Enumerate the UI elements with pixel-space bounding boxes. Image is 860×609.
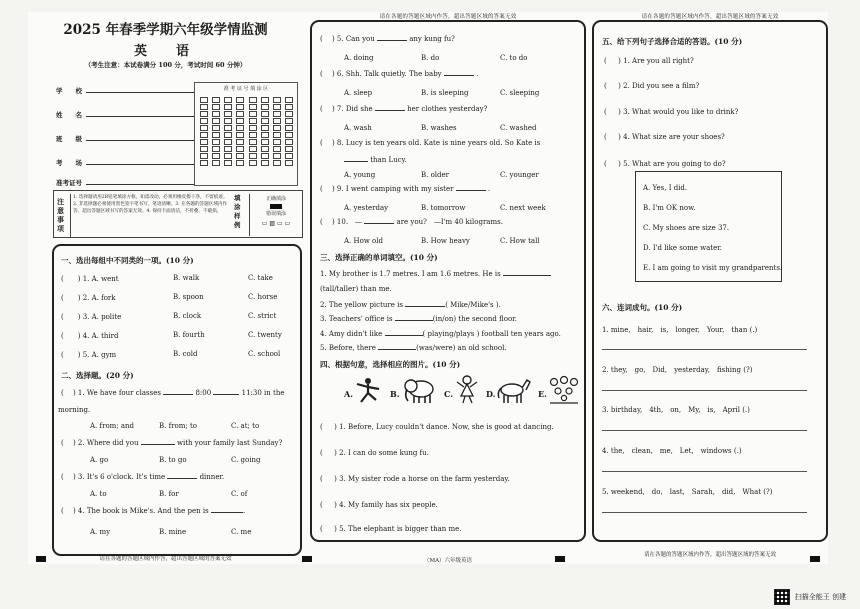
section-1-option-c: C. twenty — [248, 331, 282, 339]
exam-sheet — [28, 12, 828, 564]
id-bubble[interactable] — [273, 111, 281, 117]
fill-sample — [249, 194, 302, 236]
kung-fu-icon — [354, 376, 382, 404]
s3-q4[interactable]: 4. Amy didn't like ( playing/plays ) football ten years ago. — [320, 330, 561, 338]
id-bubble[interactable] — [261, 160, 269, 166]
s5-q4[interactable]: ( ) 4. What size are your shoes? — [604, 133, 725, 141]
id-bubble[interactable] — [200, 118, 208, 124]
s6-answer-line-4[interactable] — [602, 471, 807, 472]
id-grid-caption: 准 考 证 号 填 涂 区 — [223, 86, 269, 92]
id-bubble[interactable] — [224, 118, 232, 124]
s2-q5-opt-a[interactable]: A. doing — [344, 54, 374, 62]
id-bubble[interactable] — [236, 153, 244, 159]
id-bubble[interactable] — [200, 146, 208, 152]
s2-q7[interactable]: ( ) 7. Did she her clothes yesterday? — [320, 105, 488, 113]
dancer-icon — [455, 374, 479, 404]
id-bubble[interactable] — [236, 97, 244, 103]
id-bubble[interactable] — [285, 132, 293, 138]
id-bubble[interactable] — [273, 118, 281, 124]
id-bubble[interactable] — [261, 132, 269, 138]
id-bubble[interactable] — [261, 153, 269, 159]
registration-mark — [555, 556, 565, 562]
id-bubble[interactable] — [261, 146, 269, 152]
id-bubble[interactable] — [224, 97, 232, 103]
fill-sample-label: 填涂样例 — [234, 194, 241, 229]
id-bubble[interactable] — [249, 97, 257, 103]
id-bubble[interactable] — [200, 97, 208, 103]
s3-q3[interactable]: 3. Teachers' office is (in/on) the second floor. — [320, 315, 517, 323]
section-1-item[interactable]: ( ) 4. A. third — [61, 332, 119, 340]
sample-wrong-marks-icon: ▭ ▨ ▭ ▭ — [261, 220, 291, 227]
s2-q9-opt-a[interactable]: A. yesterday — [344, 204, 389, 212]
id-bubble[interactable] — [236, 139, 244, 145]
section-3-heading: 三、选择正确的单词填空。(10 分) — [320, 253, 438, 262]
column-2-box — [310, 20, 586, 542]
section-4-heading: 四、根据句意，选择相应的图片。(10 分) — [320, 360, 461, 369]
rules-label: 注意事项 — [57, 197, 64, 233]
id-bubble[interactable] — [200, 111, 208, 117]
id-bubble[interactable] — [261, 104, 269, 110]
id-bubble[interactable] — [273, 125, 281, 131]
pic-label-b: B. — [390, 389, 400, 399]
s5-answer-e: E. I am going to visit my grandparents. — [643, 264, 783, 272]
s2-q6[interactable]: ( ) 6. Shh. Talk quietly. The baby . — [320, 70, 479, 78]
id-bubble[interactable] — [236, 132, 244, 138]
s2-q5-opt-c[interactable]: C. to do — [500, 54, 528, 62]
s2-q3[interactable]: ( ) 3. It's 6 o'clock. It's time dinner. — [61, 473, 225, 481]
elephant-icon — [402, 376, 436, 404]
id-bubble[interactable] — [261, 97, 269, 103]
s2-q8-opt-a[interactable]: A. young — [344, 171, 376, 179]
sample-wrong-label: 错误填涂 — [265, 211, 286, 217]
s2-q8-cont: than Lucy. — [344, 155, 407, 164]
id-bubble[interactable] — [212, 146, 220, 152]
section-1-option-b: B. fourth — [173, 331, 205, 339]
id-bubble[interactable] — [273, 97, 281, 103]
s4-q3[interactable]: ( ) 3. My sister rode a horse on the farm yesterday. — [320, 475, 510, 483]
section-1-option-c: C. strict — [248, 312, 277, 320]
s2-q3-opt-a[interactable]: A. to — [90, 490, 107, 498]
s6-answer-line-2[interactable] — [602, 390, 807, 391]
id-bubble[interactable] — [249, 104, 257, 110]
exam-subject: 英 语 — [133, 44, 197, 59]
id-bubble[interactable] — [249, 146, 257, 152]
page-code: （MA）六年级英语 — [423, 558, 473, 564]
id-bubble[interactable] — [224, 153, 232, 159]
s3-q5[interactable]: 5. Before, there (was/were) an old school. — [320, 344, 507, 352]
id-bubble[interactable] — [212, 111, 220, 117]
id-bubble[interactable] — [249, 111, 257, 117]
s2-q10[interactable]: ( ) 10. — are you? —I'm 40 kilograms. — [320, 218, 503, 226]
id-bubble[interactable] — [285, 146, 293, 152]
s2-q2-opt-b[interactable]: B. to go — [159, 456, 187, 464]
s2-q6-opt-b[interactable]: B. is sleeping — [421, 89, 469, 97]
id-bubble[interactable] — [224, 139, 232, 145]
s2-q10-opt-a[interactable]: A. How old — [344, 237, 383, 245]
id-bubble[interactable] — [285, 111, 293, 117]
id-bubble[interactable] — [200, 125, 208, 131]
id-bubble[interactable] — [285, 160, 293, 166]
section-1-option-b: B. cold — [173, 350, 198, 358]
s5-answer-d: D. I'd like some water. — [643, 244, 723, 252]
id-bubble[interactable] — [285, 118, 293, 124]
section-1-item[interactable]: ( ) 2. A. fork — [61, 294, 116, 302]
section-1-option-b: B. walk — [173, 274, 200, 282]
id-bubble[interactable] — [224, 111, 232, 117]
pic-label-e: E. — [538, 389, 547, 399]
s2-q4[interactable]: ( ) 4. The book is Mike's. And the pen is . — [61, 507, 246, 515]
registration-mark — [36, 556, 46, 562]
scanner-app-label: 扫描全能王 创建 — [794, 593, 846, 601]
id-bubble[interactable] — [285, 97, 293, 103]
id-bubble[interactable] — [200, 132, 208, 138]
section-5-heading: 五、给下列句子选择合适的答语。(10 分) — [602, 37, 743, 46]
section-1-option-c: C. take — [248, 274, 273, 282]
id-bubble[interactable] — [285, 153, 293, 159]
section-1-option-b: B. clock — [173, 312, 202, 320]
s3-q1[interactable]: 1. My brother is 1.7 metres. I am 1.6 metres. He is — [320, 269, 551, 278]
id-bubble[interactable] — [273, 104, 281, 110]
s2-q6-opt-c[interactable]: C. sleeping — [500, 89, 540, 97]
id-bubble[interactable] — [249, 160, 257, 166]
section-1-item[interactable]: ( ) 1. A. went — [61, 275, 119, 283]
scanner-watermark — [774, 589, 846, 605]
id-bubble[interactable] — [273, 139, 281, 145]
s2-q4-opt-c[interactable]: C. me — [231, 528, 252, 536]
id-bubble[interactable] — [249, 153, 257, 159]
id-bubble[interactable] — [261, 111, 269, 117]
id-bubble[interactable] — [200, 104, 208, 110]
id-bubble[interactable] — [200, 160, 208, 166]
id-bubble[interactable] — [212, 160, 220, 166]
exam-notice: （考生注意：本试卷满分 100 分，考试时间 60 分钟） — [84, 61, 247, 69]
top-note-col3: 请在各题的答题区域内作答，超出答题区域的答案无效 — [641, 14, 779, 20]
pic-label-a: A. — [344, 389, 353, 399]
s5-q5[interactable]: ( ) 5. What are you going to do? — [604, 160, 726, 168]
id-bubble[interactable] — [273, 132, 281, 138]
s6-q2: 2. they, go, Did, yesterday, fishing (?) — [602, 366, 753, 374]
rules-box — [53, 190, 303, 238]
s2-q8[interactable]: ( ) 8. Lucy is ten years old. Kate is nine years old. So Kate is — [320, 139, 541, 147]
s4-q2[interactable]: ( ) 2. I can do some kung fu. — [320, 449, 429, 457]
section-1-option-b: B. spoon — [173, 293, 204, 301]
s3-q1-cont: (tall/taller) than me. — [320, 285, 392, 293]
id-bubble[interactable] — [212, 139, 220, 145]
field-name[interactable]: 姓 名 — [56, 110, 194, 119]
section-1-heading: 一、选出每组中不同类的一项。(10 分) — [61, 256, 194, 265]
s5-q3[interactable]: ( ) 3. What would you like to drink? — [604, 108, 739, 116]
section-1-option-c: C. school — [248, 350, 281, 358]
s5-q2[interactable]: ( ) 2. Did you see a film? — [604, 82, 700, 90]
pic-label-d: D. — [486, 389, 496, 399]
pic-label-c: C. — [444, 389, 454, 399]
s2-q2-opt-c[interactable]: C. going — [231, 456, 261, 464]
bottom-note-col1: 请在各题的答题区域内作答，超出答题区域的答案无效 — [99, 556, 232, 562]
s6-q3: 3. birthday, 4th, on, My, is, April (.) — [602, 406, 750, 414]
id-bubble[interactable] — [200, 153, 208, 159]
exam-title: 2025 年春季学期六年级学情监测 — [63, 22, 268, 38]
s2-q10-opt-b[interactable]: B. How heavy — [421, 237, 470, 245]
id-bubble[interactable] — [236, 111, 244, 117]
s2-q9[interactable]: ( ) 9. I went camping with my sister . — [320, 185, 491, 193]
s2-q10-opt-c[interactable]: C. How tall — [500, 237, 540, 245]
s2-q1-opt-c[interactable]: C. at; to — [231, 422, 260, 430]
id-bubble[interactable] — [273, 153, 281, 159]
s4-q1[interactable]: ( ) 1. Before, Lucy couldn't dance. Now, she is good at dancing. — [320, 423, 554, 431]
s5-answer-b: B. I'm OK now. — [643, 204, 696, 212]
family-icon — [548, 374, 580, 404]
s2-q9-opt-c[interactable]: C. next week — [500, 204, 546, 212]
s2-q5[interactable]: ( ) 5. Can you any kung fu? — [320, 35, 455, 43]
s6-q5: 5. weekend, do, last, Sarah, did, What (?) — [602, 488, 773, 496]
id-bubble[interactable] — [261, 139, 269, 145]
top-note-col2: 请在各题的答题区域内作答，超出答题区域的答案无效 — [379, 14, 517, 20]
s2-q1-opt-a[interactable]: A. from; and — [90, 422, 135, 430]
column-3 — [592, 12, 828, 560]
s2-q2-opt-a[interactable]: A. go — [90, 456, 109, 464]
s6-answer-line-5[interactable] — [602, 512, 807, 513]
id-bubble[interactable] — [224, 146, 232, 152]
column-2 — [310, 12, 586, 564]
id-bubble[interactable] — [236, 125, 244, 131]
column-1 — [28, 12, 303, 560]
s2-q5-opt-b[interactable]: B. do — [421, 54, 440, 62]
s2-q3-opt-c[interactable]: C. of — [231, 490, 248, 498]
s2-q4-opt-b[interactable]: B. mine — [159, 528, 187, 536]
field-school[interactable]: 学 校 — [56, 86, 194, 95]
s6-q4: 4. the, clean, me, Let, windows (.) — [602, 447, 742, 455]
id-bubble[interactable] — [273, 160, 281, 166]
id-bubble[interactable] — [212, 132, 220, 138]
s2-q8-opt-c[interactable]: C. younger — [500, 171, 539, 179]
s2-q9-opt-b[interactable]: B. tomorrow — [421, 204, 466, 212]
s2-q8-opt-b[interactable]: B. older — [421, 171, 450, 179]
sample-correct-label: 正确填涂 — [265, 196, 286, 202]
s4-q4[interactable]: ( ) 4. My family has six people. — [320, 501, 438, 509]
id-bubble[interactable] — [285, 139, 293, 145]
id-bubble[interactable] — [236, 104, 244, 110]
horse-icon — [496, 376, 532, 404]
id-bubble[interactable] — [212, 125, 220, 131]
section-6-heading: 六、连词成句。(10 分) — [602, 303, 683, 312]
id-bubble[interactable] — [224, 132, 232, 138]
id-bubble[interactable] — [249, 118, 257, 124]
section-2-heading: 二、选择题。(20 分) — [61, 371, 134, 380]
id-bubble[interactable] — [224, 125, 232, 131]
id-bubble[interactable] — [212, 153, 220, 159]
id-bubble[interactable] — [224, 104, 232, 110]
s2-q2[interactable]: ( ) 2. Where did you with your family last Sunday? — [61, 439, 283, 447]
s2-q6-opt-a[interactable]: A. sleep — [344, 89, 373, 97]
id-bubble[interactable] — [249, 132, 257, 138]
section-1-item[interactable]: ( ) 5. A. gym — [61, 351, 117, 359]
id-bubble[interactable] — [236, 160, 244, 166]
id-bubble[interactable] — [261, 118, 269, 124]
s6-q1: 1. mine, hair, is, longer, Your, than (.) — [602, 326, 758, 334]
s2-q7-opt-c[interactable]: C. washed — [500, 124, 537, 132]
s2-q4-opt-a[interactable]: A. my — [90, 528, 111, 536]
s6-answer-line-1[interactable] — [602, 349, 807, 350]
id-bubble[interactable] — [212, 118, 220, 124]
field-class[interactable]: 班 级 — [56, 134, 194, 143]
id-bubble[interactable] — [200, 139, 208, 145]
s2-q1-cont: morning. — [58, 406, 91, 414]
s4-q5[interactable]: ( ) 5. The elephant is bigger than me. — [320, 525, 462, 533]
s2-q1[interactable]: ( ) 1. We have four classes 8:00 11:30 in the — [61, 389, 285, 397]
bottom-note-col3: 请在各题的答题区域内作答，超出答题区域的答案无效 — [643, 552, 776, 558]
id-bubble[interactable] — [273, 146, 281, 152]
id-bubble[interactable] — [236, 118, 244, 124]
s5-answer-a: A. Yes, I did. — [643, 184, 688, 192]
answer-options-box — [635, 171, 782, 282]
registration-mark — [302, 556, 312, 562]
rules-text: 1. 选择题请用2B铅笔填涂方框，如需改动，必须用橡皮擦干净，不留痕迹。2. 非选择题必须使用黑色签字笔书写，笔迹清晰。3. 在各题的答题区域内作答，超出答题区域书写的答案无效。4. 保持卡面清洁，不折叠、不破损。 — [70, 194, 230, 238]
field-room[interactable]: 考 场 — [56, 158, 194, 167]
id-bubble[interactable] — [261, 125, 269, 131]
id-bubble[interactable] — [236, 146, 244, 152]
id-grid-cells[interactable] — [198, 97, 295, 166]
s2-q7-opt-b[interactable]: B. washes — [421, 124, 457, 132]
id-bubble[interactable] — [212, 97, 220, 103]
section-1-option-c: C. horse — [248, 293, 278, 301]
s5-q1[interactable]: ( ) 1. Are you all right? — [604, 57, 694, 65]
s3-q2[interactable]: 2. The yellow picture is ( Mike/Mike's ). — [320, 301, 501, 309]
id-bubble[interactable] — [224, 160, 232, 166]
id-bubble[interactable] — [249, 139, 257, 145]
s2-q7-opt-a[interactable]: A. wash — [344, 124, 372, 132]
qr-code-icon — [774, 589, 790, 605]
s2-q3-opt-b[interactable]: B. for — [159, 490, 179, 498]
id-bubble[interactable] — [212, 104, 220, 110]
s6-answer-line-3[interactable] — [602, 430, 807, 431]
id-bubble[interactable] — [249, 125, 257, 131]
id-bubble[interactable] — [285, 104, 293, 110]
field-exam-id[interactable]: 准考证号 — [56, 178, 194, 187]
registration-mark — [810, 556, 820, 562]
section-1-item[interactable]: ( ) 3. A. polite — [61, 313, 122, 321]
s5-answer-c: C. My shoes are size 37. — [643, 224, 730, 232]
id-bubble[interactable] — [285, 125, 293, 131]
id-fill-grid[interactable] — [194, 82, 298, 186]
s2-q1-opt-b[interactable]: B. from; to — [159, 422, 197, 430]
